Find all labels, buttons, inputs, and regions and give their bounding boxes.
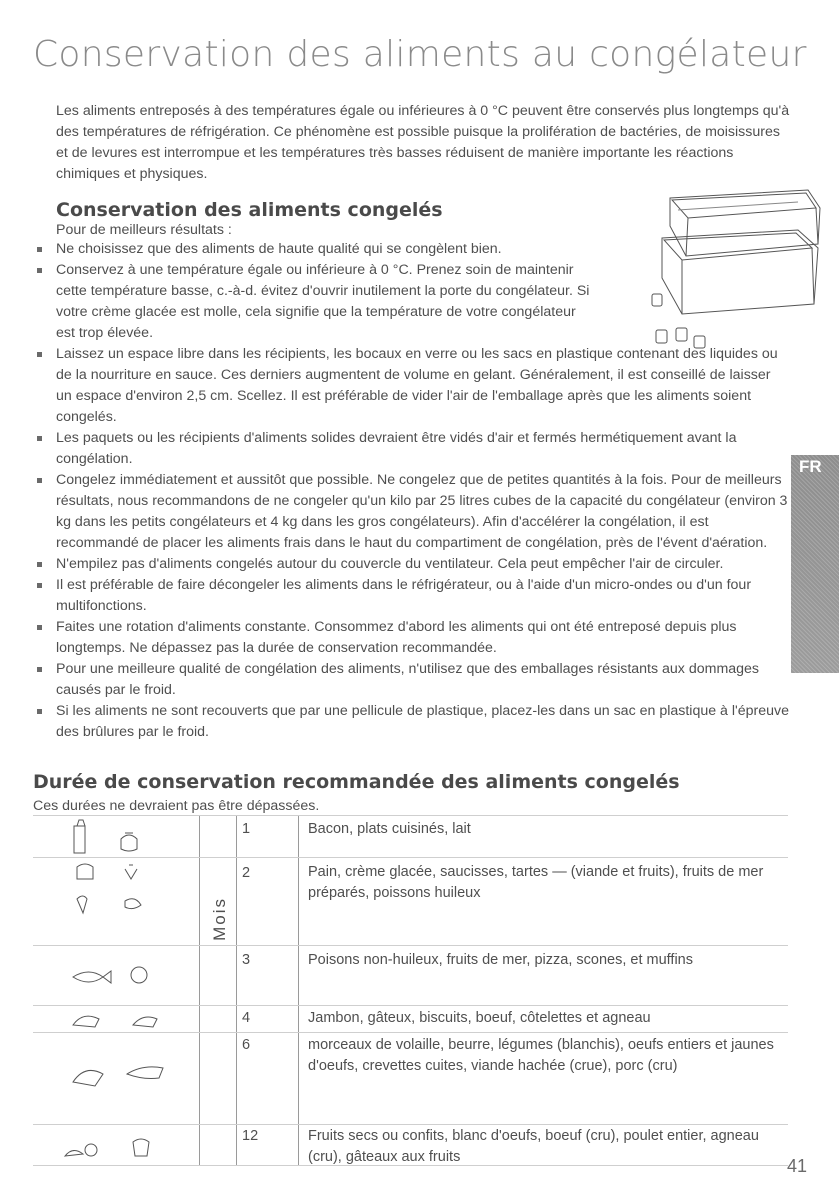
months-label: Mois [209,897,229,941]
section-heading-storage-durations: Durée de conservation recommandée des aliments congelés [33,771,680,793]
list-item: Ne choisissez que des aliments de haute qualité qui se congèlent bien. [0,239,596,260]
intro-paragraph: Les aliments entreposés à des températures égale ou inférieures à 0 °C peuvent être conservés plus longtemps qu'à des températures de réfrigération. Ce phénomène est possible puisque la prolifération de bactéries, de moisissures et de levures est interrompue et les températures très basses réduisent de manière importante les réactions chimiques et physiques. [56,103,790,182]
table-rule [33,857,788,858]
list-item: Laissez un espace libre dans les récipients, les bocaux en verre ou les sacs en plastique contenant des liquides ou de la nourriture en sauce. Ces derniers augmentent de volume en gelant. Généralement, il est conseillé de laisser un espace d'environ 2,5 cm. Scellez. Il est préférable de vider l'air de l'emballage après que les aliments soient congelés. [0,344,790,428]
months-value: 6 [242,1037,251,1053]
section-lead: Pour de meilleurs résultats : [56,222,232,238]
months-value: 1 [242,821,251,837]
months-value: 12 [242,1128,259,1144]
meat-icon [33,1007,198,1032]
list-item: N'empilez pas d'aliments congelés autour du couvercle du ventilateur. Cela peut empêcher l'air de circuler. [0,554,790,575]
list-item: Faites une rotation d'aliments constante. Consommez d'abord les aliments qui ont été entreposé depuis plus longtemps. Ne dépassez pas la durée de conservation recommandée. [0,617,790,659]
table-rule [33,815,788,816]
list-item: Si les aliments ne sont recouverts que par une pellicule de plastique, placez-les dans un sac en plastique à l'épreuve des brûlures par le froid. [0,701,790,743]
language-tab-label: FR [799,457,822,476]
section-lead: Ces durées ne devraient pas être dépassées. [33,798,320,814]
table-divider [236,815,237,1165]
list-item: Pour une meilleure qualité de congélation des aliments, n'utilisez que des emballages résistants aux dommages causés par le froid. [0,659,790,701]
section-heading-frozen-storage: Conservation des aliments congelés [56,199,443,221]
table-rule [33,1032,788,1033]
list-item: Conservez à une température égale ou inférieure à 0 °C. Prenez soin de maintenir cette température basse, c.-à-d. évitez d'ouvrir inutilement la porte du congélateur. Si votre crème glacée est molle, cela signifie que la température de votre congélateur est trop élevée. [0,260,596,344]
table-divider [199,815,200,1165]
table-rule [33,1005,788,1006]
bread-icecream-icon [33,859,198,945]
list-item: Les paquets ou les récipients d'aliments solides devraient être vidés d'air et fermés hermétiquement avant la congélation. [0,428,790,470]
page-number: 41 [787,1156,808,1176]
table-divider [298,815,299,1165]
table-row: Jambon, gâteux, biscuits, boeuf, côtelettes et agneau [308,1010,651,1026]
table-row: morceaux de volaille, beurre, légumes (blanchis), oeufs entiers et jaunes d'oeufs, crevettes cuites, viande hachée (crue), porc (cru) [308,1037,774,1074]
fish-pizza-icon [33,947,198,1005]
storage-duration-table [33,815,793,1168]
fruit-poultry-icon [33,1126,198,1166]
months-value: 3 [242,952,251,968]
table-row: Pain, crème glacée, saucisses, tartes — (viande et fruits), fruits de mer préparés, poissons huileux [308,864,764,901]
table-rule [33,1124,788,1125]
months-value: 4 [242,1010,251,1026]
table-row: Bacon, plats cuisinés, lait [308,821,471,837]
months-value: 2 [242,865,251,881]
table-rule [33,945,788,946]
table-row: Fruits secs ou confits, blanc d'oeufs, boeuf (cru), poulet entier, agneau (cru), gâteaux aux fruits [308,1128,759,1165]
table-row: Poisons non-huileux, fruits de mer, pizza, scones, et muffins [308,952,693,968]
page-title: Conservation des aliments au congélateur [33,34,807,75]
list-item: Il est préférable de faire décongeler les aliments dans le réfrigérateur, ou à l'aide d'un micro-ondes ou d'un four multifonctions. [0,575,790,617]
poultry-vegetables-icon [33,1034,198,1124]
language-tab [791,455,839,673]
list-item: Congelez immédiatement et aussitôt que possible. Ne congelez que de petites quantités à la fois. Pour de meilleurs résultats, nous recommandons de ne congeler qu'un kilo par 25 litres cubes de la capacité du congélateur (environ 3 kg dans les petits congélateurs et 4 kg dans les gros congélateurs). Afin d'accélérer la congélation, il est recommandé de placer les aliments frais dans le haut du compartiment de congélation, près de l'évent d'aération. [0,470,790,554]
dairy-icon [33,817,198,857]
months-vertical-label [201,897,237,941]
storage-tips-list [0,239,790,743]
